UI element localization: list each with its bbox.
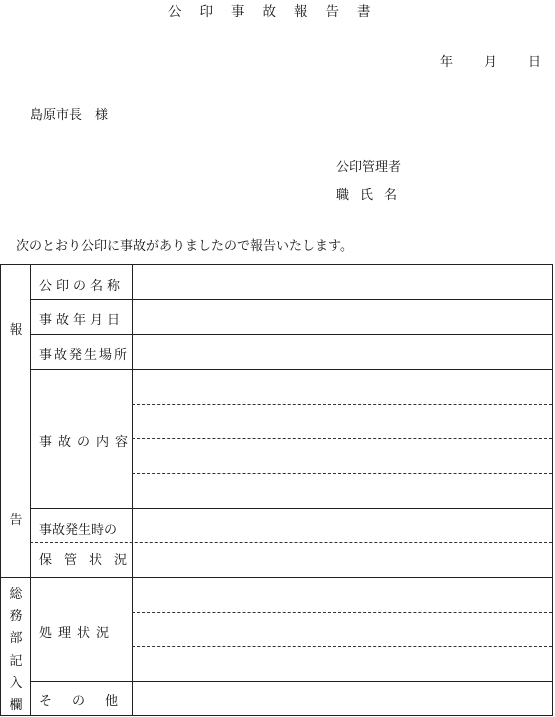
section-line [1,577,552,578]
dashed-line [132,646,552,647]
label-divider [132,265,133,715]
addressee: 島原市長 様 [30,108,109,123]
row-line [30,299,552,300]
day-label: 日 [528,55,542,70]
reporter-title: 公印管理者 [336,160,402,175]
row-label-seal-name: 公印の名称 [39,279,125,294]
section-admin-char: 入 [9,676,23,691]
row-label-accident-date: 事故年月日 [39,313,125,328]
section-admin-char: 総 [9,587,23,602]
row-label-storage-status-1: 事故発生時の [39,523,118,538]
row-label-accident-details: 事故の内容 [39,435,135,450]
row-line [30,334,552,335]
section-admin-char: 務 [9,609,23,624]
section-report-char: 告 [9,513,23,528]
year-label: 年 [440,55,454,70]
row-line [30,681,552,682]
reporter-name-label: 職氏名 [336,188,409,203]
row-label-accident-place: 事故発生場所 [39,348,130,363]
row-label-handling-status: 処理状況 [39,626,116,641]
row-label-other: その他 [39,694,139,709]
dashed-line [132,473,552,474]
dashed-line [132,438,552,439]
section-admin-char: 記 [9,654,23,669]
row-line [30,508,552,509]
dashed-line [30,542,552,543]
dashed-line [132,612,552,613]
dashed-line [132,404,552,405]
row-line [30,369,552,370]
intro-text: 次のとおり公印に事故がありましたので報告いたします。 [16,239,353,254]
month-label: 月 [484,55,498,70]
row-label-storage-status-2: 保管状況 [39,553,140,568]
section-admin-char: 欄 [9,698,23,713]
section-report-char: 報 [9,323,23,338]
form-title: 公印事故報告書 [168,4,389,20]
section-admin-char: 部 [9,631,23,646]
report-table [0,264,553,716]
